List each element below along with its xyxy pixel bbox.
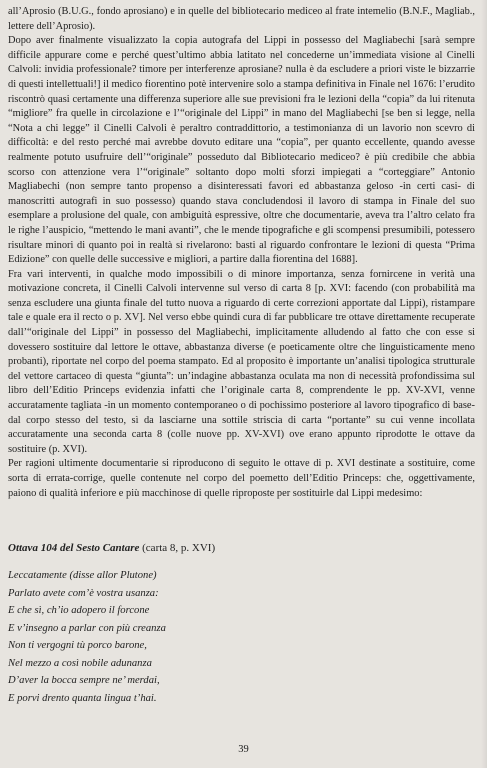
verse-line-6: Nel mezzo a così nobile adunanza bbox=[8, 657, 152, 669]
ottava-title: Ottava 104 del Sesto Cantare bbox=[8, 542, 140, 554]
verse-line-2: Parlato avete com’è vostra usanza: bbox=[8, 587, 159, 599]
verse-line-3: E che sì, ch’io adopero il forcone bbox=[8, 605, 150, 616]
verse-line-4: E v’insegno a parlar con più creanza bbox=[8, 622, 166, 634]
verse-line-5: Non ti vergogni tù porco barone, bbox=[8, 640, 147, 651]
page-number: 39 bbox=[238, 744, 249, 755]
paragraph-3: Fra vari interventi, in qualche modo impossibili o di minore importanza, senza fornircene in verità una motivazione concreta, il Cinelli Calvoli intervenne sul verso di carta 8 [p. XVI: facendo (con probabilità ma senza escludere una giunta finale del tutto nuova a riguardo di certe correzioni apportate dal Lippi), ristampare tale e quale era il recto o p. XV]. Nel verso ebbe quindi cura di far pubblicare tre ottave direttamente recuperate dall’“originale del Lippi” in possesso del Magliabechi, implicitamente alludendo al fatto che con esse si dovessero sostituire dal lettore le ottave, abbastanza diverse (e poeticamente oltre che linguisticamente meno probanti), riportate nel corpo del poema stampato. Ed al proposito è importante un’analisi tipologica strutturale del vettore cartaceo di questa “giunta”: un’indagine abbastanza oculata ma non di necessità profondissima sul libro dell’Editio Princeps evidenzia infatti che l’originale carta 8, comprendente le pp. XV-XVI, venne accuratamente tagliata -in un momento contemporaneo o di pochissimo posteriore al lavoro tipografico di base- dal corpo stesso del testo, sì da lasciarne una sottile striscia di carta “portante” su cui venne incollata accuratamente una seconda carta 8 (colle nuove pp. XV-XVI) ove erano appunto riprodotte le ottave da sostituire (p. XVI). bbox=[8, 268, 475, 455]
ottava-reference: (carta 8, p. XVI) bbox=[139, 542, 216, 554]
verse-block bbox=[8, 567, 166, 707]
paragraph-4: Per ragioni ultimente documentarie si riproducono di seguito le ottave di p. XVI destinate a sostituire, come sorta di errata-corrige, quelle contenute nel corpo del poemetto dell’Editio Princeps: che, oggettivamente, paiono di qualità inferiore e più macchinose di quelle riproposte per sostituirle dal Lippi medesimo: bbox=[8, 458, 475, 499]
page-edge-shadow bbox=[481, 0, 487, 768]
ottava-heading bbox=[8, 541, 215, 555]
paragraph-2: Dopo aver finalmente visualizzato la copia autografa del Lippi in possesso del Magliabechi [sarà sempre difficile appurare come e perché quest’ultimo abbia latitato nel concederne un’immediata visione al Cinelli Calvoli: invidia professionale? timore per interferenze aprosiane? nulla è da escludere a priori viste le bizzarrie di questi intellettuali!] il medico fiorentino potè intervenire solo a stampa definitiva in Finale nel 1676: l’erudito riscontrò quasi certamente una differenza superiore alle sue previsioni fra le lezioni della “copia” da lui ritenuta “migliore” fra quelle in circolazione e l’“originale del Lippi” in mano del Magliabechi [se ben si legge, nella “Nota a chi legge” il Cinelli Calvoli è peraltro contraddittorio, a testimonianza di un lavorio non scevro di difficoltà: e del resto perché mai avrebbe dovuto editare una “copia”, per quanto eccellente, quando avesse realmente potuto usufruire dell’“originale” posseduto dal Bibliotecario mediceo? è più credibile che abbia scorso con attenzione vera l’“originale” soltanto dopo molti sforzi impiegati a “corteggiare” Antonio Magliabechi (non sempre tanto propenso a disinteressati favori ed abbastanza geloso -in certi casi- di manoscritti autografi in suo possesso) quando stava concludendosi il lavoro di stampa in Finale del suo esemplare a prolusione del quale, con ambiguità espressive, oltre che documentarie, aveva tra l’altro celato fra le righe l’auspicio, “mettendo le mani avanti”, che le mende tipografiche e gli scompensi presumibili, potessero risultare minori di quanto poi in realtà si rivelarono: basti al riguardo confrontare le lezioni di questa “Prima Edizione” con quelle delle successive e migliori, a partire dalla fiorentina del 1688]. bbox=[8, 35, 475, 266]
verse-line-1: Leccatamente (disse allor Plutone) bbox=[8, 570, 157, 581]
paragraph-1: all’Aprosio (B.U.G., fondo aprosiano) e in quelle del bibliotecario mediceo al frate intemelio (B.N.F., Magliab., lettere dell’Aprosio). bbox=[8, 6, 475, 32]
verse-line-8: E porvi drento quanta lingua t’hai. bbox=[8, 692, 157, 704]
body-text bbox=[8, 5, 475, 501]
verse-line-7: D’aver la bocca sempre ne’ merdai, bbox=[8, 675, 160, 686]
